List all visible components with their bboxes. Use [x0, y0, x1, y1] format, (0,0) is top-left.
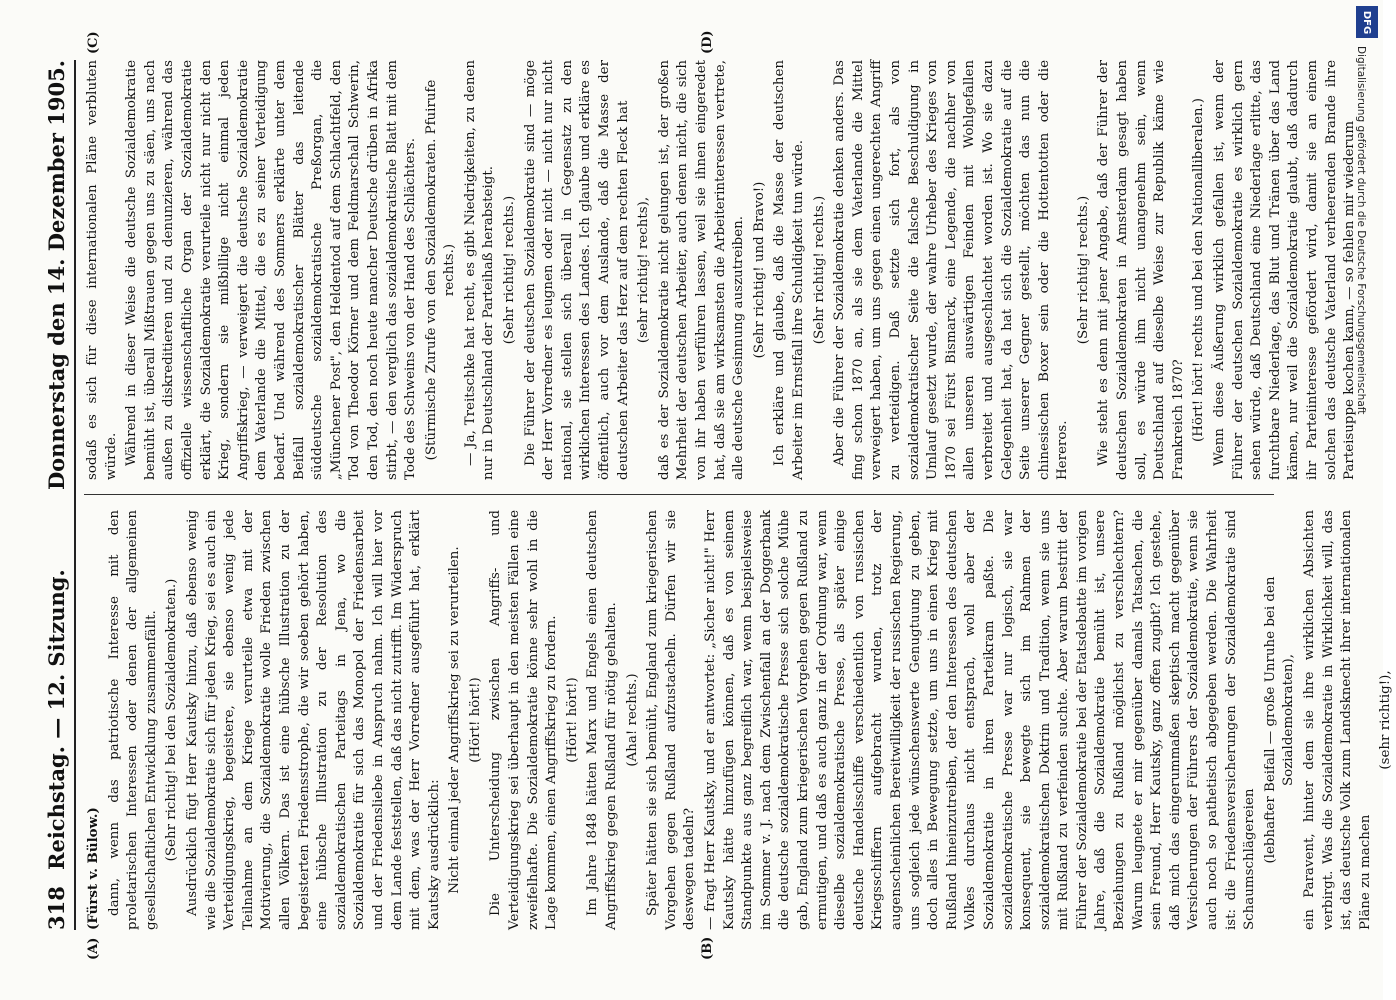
quote-line: Nicht einmal jeder Angriffskrieg sei zu verurteilen. — [447, 546, 463, 894]
interjection: (Sehr richtig! rechts.) — [1075, 195, 1091, 345]
paragraph: Während in dieser Weise die deutsche Sozialdemokratie bemüht ist, überall Mißtrauen gegen uns zu säen, uns nach außen zu diskreditieren und zu denunzieren, während das offizielle wissenschaftliche Organ der Sozialdemokratie erklärt, die Sozialdemokratie verurteile nicht nur nicht den Krieg, sondern sie mißbillige nicht einmal jeden Angriffskrieg, — verweigert die deutsche Sozialdemokratie dem Vaterlande die Mittel, die es zu seiner Verteidigung bedarf. Und während des Sommers erklärte unter dem Beifall sozialdemokratischer Blätter das leitende süddeutsche sozialdemokratische Preßorgan, die „Münchener Post", den Heldentod auf dem Schlachtfeld, den Tod von Theodor Körner und dem Feldmarschall Schwerin, den Tod, den noch heute mancher Deutsche drüben in Afrika stirbt, — den verglich das sozialdemokratische Blatt mit dem Tode des Schweins von der Hand des Schlächters. — [124, 60, 419, 480]
paragraph: — fragt Herr Kautsky, und er antwortet: „Sicher nicht!" Herr Kautsky hätte hinzufügen können, daß es von seinem Standpunkte aus ganz begreiflich war, wenn beispielsweise im Sommer v. J. nach dem Zwischenfall an der Doggerbank die deutsche sozialdemokratische Presse sich solche Mühe gab, England zum kriegerischen Vorgehen gegen Rußland zu ermutigen, und daß es auch ganz in der Ordnung war, wenn dieselbe sozialdemokratische Presse, als später einige deutsche Handelsschiffe verschiedentlich von russischen Kriegsschiffern aufgebracht wurden, trotz der augenscheinlichen Bereitwilligkeit der russischen Regierung, uns sogleich jede wünschenswerte Genugtuung zu geben, doch alles in Bewegung setzte, um uns in einen Krieg mit Rußland hineinzutreiben, der den Interessen des deutschen Volkes durchaus nicht entsprach, wohl aber der Sozialdemokratie in ihren Parteikram paßte. Die sozialdemokratische Presse war nur logisch, sie war konsequent, sie bewegte sich im Rahmen der sozialdemokratischen Doktrin und Tradition, wenn sie uns mit Rußland zu verfeinden suchte. Aber warum bestritt der Führer der Sozialdemokratie bei der Etatsdebatte im vorigen Jahre, daß die Sozialdemokratie bemüht ist, unsere Beziehungen zu Rußland möglichst zu verschlechtern? Warum leugnete er mir gegenüber damals Tatsachen, die sein Freund, Herr Kautsky, ganz offen zugibt? Ich gestehe, daß mich das eingerummaßen skeptisch macht gegenüber Versicherungen der Führers der Sozialdemokratie, wenn sie auch noch so pathetisch abgegeben werden. Die Wahrheit ist: die Friedensversicherungen der Sozialdemokratie sind Schaumschlägereien — [703, 510, 1258, 930]
interjection: (sehr richtig! rechts), — [636, 196, 652, 344]
column-divider — [84, 494, 1274, 495]
paragraph: Die Unterscheidung zwischen Angriffs- und Verteidigungskrieg sei überhaupt in den meisten Fällen eine zweifelhafte. Die Sozialdemokratie könne sehr wohl in die Lage kommen, einen Angriffskrieg zu fordern. — [488, 510, 560, 930]
session-title: Reichstag. — 12. Sitzung. — [44, 569, 69, 870]
paragraph: Später hätten sie sich bemüht, England zum kriegerischen Vorgehen gegen Rußland aufzustacheln. Dürfen wir sie deswegen tadeln? — [645, 510, 698, 930]
dfg-logo-icon: DFG — [1356, 6, 1378, 38]
paragraph: Ich erkläre und glaube, daß die Masse der deutschen Arbeiter im Ernstfall ihre Schuldigkeit tun würde. — [772, 60, 806, 480]
margin-marker-b: (B) — [700, 936, 715, 960]
paragraph: ein Paravent, hinter dem sie ihre wirklichen Absichten verbirgt. Was die Sozialdemokratie in Wirklichkeit will, das ist, das deutsche Volk zum Landsknecht ihrer internationalen Pläne zu machen — [1302, 510, 1373, 930]
right-column — [84, 60, 1358, 480]
paragraph: daß es der Sozialdemokratie nicht gelungen ist, der großen Mehrheit der deutschen Arbeiter, auch denen nicht, die sich von ihr haben verführen lassen, weil sie ihnen eingeredet hat, daß sie am wirksamsten die Arbeiterinteressen vertrete, alle deutsche Gesinnung auszutreiben. — [656, 60, 747, 480]
digitization-credit: Digitalisierung gefördert durch die Deutsche Forschungsgemeinschaft — [1355, 46, 1367, 415]
paragraph: Die Führer der deutschen Sozialdemokratie sind — möge der Herr Vorredner es leugnen oder nicht — nicht nur nicht national, sie stellen sich überall in Gegensatz zu den wirklichen Interessen des Landes. Ich glaube und erkläre es öffentlich, auch vor dem Auslande, daß die Masse der deutschen Arbeiter das Herz auf dem rechten Fleck hat — [522, 60, 631, 480]
interjection: (Hört! hört!) — [467, 677, 483, 763]
paragraph: dann, wenn das patriotische Interesse mit den proletarischen Interessen oder denen der allgemeinen gesellschaftlichen Entwicklung zusammenfällt. — [106, 510, 159, 930]
digitization-sidebar — [1351, 0, 1383, 1000]
margin-marker-a: (A) — [86, 937, 101, 960]
speaker-name: (Fürst v. Bülow.) — [85, 807, 101, 930]
interjection: (Sehr richtig! und Bravo!) — [751, 181, 767, 359]
interjection: (Aha! rechts.) — [624, 673, 640, 767]
interjection: (Stürmische Zurufe von den Sozialdemokraten. Pfuirufe rechts.) — [423, 79, 458, 461]
paragraph: Im Jahre 1848 hätten Marx und Engels einen deutschen Angriffskrieg gegen Rußland für nötig gehalten. — [585, 510, 620, 930]
page-number: 318 — [44, 886, 69, 930]
interjection: (Hört! hört! rechts und bei den Nationalliberalen.) — [1191, 98, 1207, 443]
paragraph: — Ja, Treitschke hat recht, es gibt Niedrigkeiten, zu denen nur in Deutschland der Parteihaß herabsteigt. — [462, 60, 497, 480]
paragraph: sodaß es sich für diese internationalen Pläne verbluten würde. — [85, 60, 119, 480]
margin-marker-c: (C) — [86, 31, 101, 54]
session-date: Donnerstag den 14. Dezember 1905. — [44, 60, 69, 491]
paragraph: Wie steht es denn mit jener Angabe, daß der Führer der deutschen Sozialdemokraten in Amsterdam gesagt haben soll, es würde ihm nicht unangenehm sein, wenn Deutschland auf dieselbe Weise zur Republik käme wie Frankreich 1870? — [1096, 60, 1186, 480]
interjection: (Sehr richtig! rechts.) — [502, 195, 518, 345]
margin-marker-d: (D) — [700, 30, 715, 54]
interjection: (Sehr richtig! rechts.) — [811, 195, 827, 345]
interjection: (lebhafter Beifall — große Unruhe bei den Sozialdemokraten), — [1262, 576, 1297, 864]
paragraph: Aber die Führer der Sozialdemokratie denken anders. Das fing schon 1870 an, als sie dem Vaterlande die Mittel verweigert haben, um uns gegen einen ungerechten Angriff zu verteidigen. Daß setzte sich fort, als von sozialdemokratischer Seite die falsche Beschuldigung in Umlauf gesetzt wurde, der wahre Urheber des Krieges von 1870 sei Fürst Bismarck, eine Legende, die nachher von allen unseren auswärtigen Feinden mit Wohlgefallen verbreitet und ausgeschlachtet worden ist. Wo sie dazu Gelegenheit hat, da hat sich die Sozialdemokratie auf die Seite unserer Gegner gestellt, möchten das nun die chinesischen Boxer sein oder die Hottentotten oder die Hereros. — [832, 60, 1071, 480]
page-header — [40, 60, 76, 930]
paragraph: Wenn diese Äußerung wirklich gefallen ist, wenn der Führer der deutschen Sozialdemokratie es wirklich gern sehen würde, daß Deutschland eine Niederlage erlitte, das furchtbare Niederlage, das Blut und Tränen über das Land kämen, nur weil die Sozialdemokratie glaubt, daß dadurch ihr Parteiinteresse gefördert wird, damit sie an einem solchen das deutsche Vaterland verheerenden Brande ihre Parteisuppe kochen kann, — so fehlen mir wiederum — [1212, 60, 1358, 480]
interjection: (sehr richtig!), — [1378, 670, 1394, 770]
interjection: (Sehr richtig! bei den Sozialdemokraten.) — [164, 578, 180, 862]
paragraph: Ausdrücklich fügt Herr Kautsky hinzu, daß ebenso wenig wie die Sozialdemokratie sich für jeden Krieg, sei es auch ein Verteidigungskrieg, begeistere, sie ebenso wenig jede Teilnahme an dem Kriege verurteile etwa mit der Motivierung, die Sozialdemokratie wolle Frieden zwischen allen Völkern. Das ist eine hübsche Illustration zu der begeisterten Friedensstrophe, die wir soeben gehört haben, eine hübsche Illustration zu der Resolution des sozialdemokratischen Parteitags in Jena, wo die Sozialdemokratie für sich das Monopol der Friedensarbeit und der Friedensliebe in Anspruch nahm. Ich will hier vor dem Lande feststellen, daß das nicht zutrifft. Im Widerspruch mit dem, was der Herr Vorredner ausgeführt hat, erklärt Kautsky ausdrücklich: — [184, 510, 442, 930]
left-column — [84, 510, 1394, 930]
interjection: (Hört! hört!) — [564, 677, 580, 763]
